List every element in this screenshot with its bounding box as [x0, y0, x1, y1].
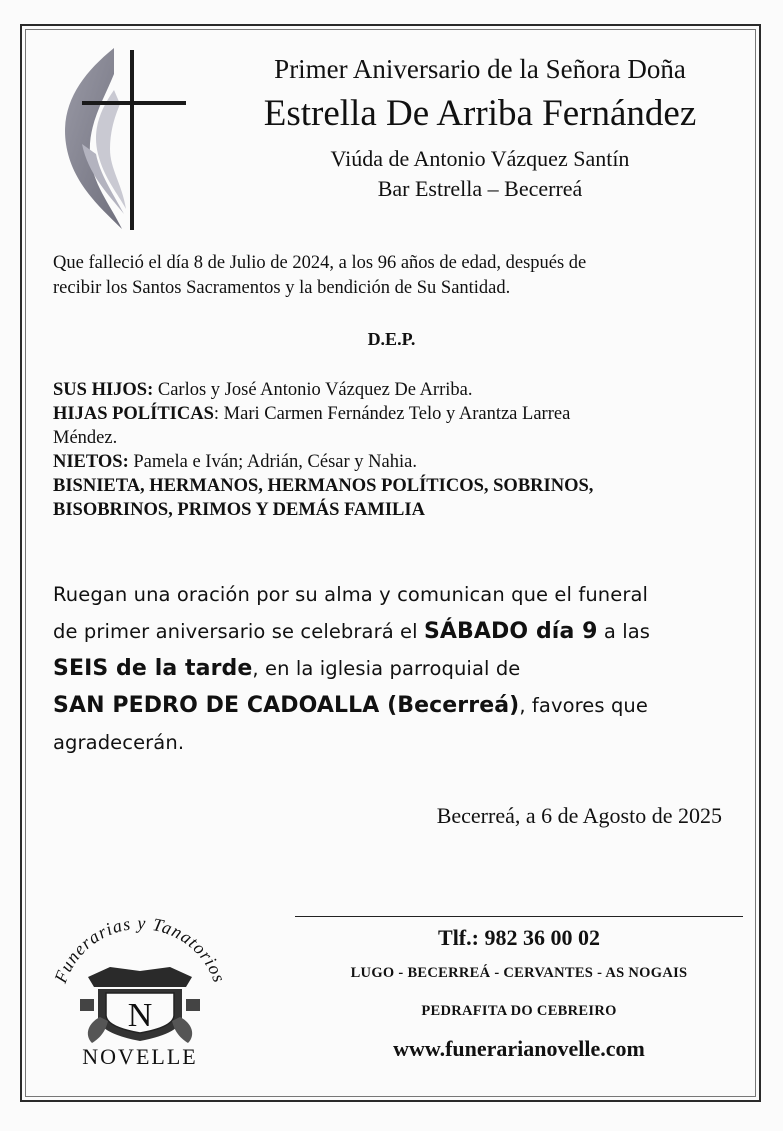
- anniversary-title: Primer Aniversario de la Señora Doña: [274, 54, 686, 84]
- funeral-line-2: de primer aniversario se celebrará el SÁBADO día 9 a las: [53, 619, 651, 644]
- widow-line: Viúda de Antonio Vázquez Santín: [330, 146, 630, 171]
- deceased-name: Estrella De Arriba Fernández: [263, 93, 697, 134]
- header: [200, 50, 760, 204]
- contact-block: [295, 920, 743, 1064]
- intro-line-1: Que falleció el día 8 de Julio de 2024, a los 96 años de edad, después de: [53, 253, 587, 273]
- family-hijas: [53, 402, 743, 426]
- contact-divider: [295, 916, 743, 917]
- funeral-announcement: [53, 576, 743, 761]
- family-hijos: [53, 378, 743, 402]
- emblem-letter: N: [127, 997, 153, 1034]
- hijas-names: : Mari Carmen Fernández Telo y Arantza Larrea: [213, 404, 571, 424]
- funeral-line-4: SAN PEDRO DE CADOALLA (Becerreá), favores que: [53, 693, 648, 718]
- notice-date: Becerreá, a 6 de Agosto de 2025: [436, 803, 722, 828]
- hijos-label: SUS HIJOS:: [53, 380, 154, 400]
- brand-name: NOVELLE: [82, 1044, 198, 1069]
- death-notice-text: [53, 251, 753, 301]
- dep-label: D.E.P.: [367, 329, 416, 349]
- phone-number: Tlf.: 982 36 00 02: [438, 925, 600, 950]
- funeral-church: SAN PEDRO DE CADOALLA (Becerreá): [53, 693, 520, 718]
- cross-flame-icon: [52, 44, 192, 234]
- cities-line-1: LUGO - BECERREÁ - CERVANTES - AS NOGAIS: [350, 965, 688, 981]
- website-link[interactable]: www.funerarianovelle.com: [393, 1036, 645, 1061]
- hijos-names: Carlos y José Antonio Vázquez De Arriba.: [153, 380, 473, 400]
- intro-line-2: recibir los Santos Sacramentos y la bendición de Su Santidad.: [53, 278, 511, 298]
- family-rest-1: BISNIETA, HERMANOS, HERMANOS POLÍTICOS, SOBRINOS,: [53, 476, 594, 496]
- family-rest-2: BISOBRINOS, PRIMOS Y DEMÁS FAMILIA: [53, 500, 425, 520]
- family-list: [53, 378, 743, 522]
- emblem-arc-text: Funerarias y Tanatorios: [50, 912, 230, 986]
- cities-line-2: PEDRAFITA DO CEBREIRO: [421, 1003, 617, 1019]
- nietos-label: NIETOS:: [53, 452, 129, 472]
- family-nietos: [53, 450, 743, 474]
- funeral-line-3: SEIS de la tarde, en la iglesia parroquial de: [53, 656, 521, 681]
- funeral-line-1: Ruegan una oración por su alma y comunican que el funeral: [53, 583, 649, 606]
- funeral-line-5: agradecerán.: [53, 731, 185, 754]
- funeral-day: SÁBADO día 9: [423, 619, 598, 644]
- family-hijas-cont: Méndez.: [53, 428, 118, 448]
- nietos-names: Pamela e Iván; Adrián, César y Nahia.: [128, 452, 417, 472]
- funeral-time: SEIS de la tarde: [53, 656, 253, 681]
- business-line: Bar Estrella – Becerreá: [377, 176, 583, 201]
- hijas-label: HIJAS POLÍTICAS: [53, 404, 214, 424]
